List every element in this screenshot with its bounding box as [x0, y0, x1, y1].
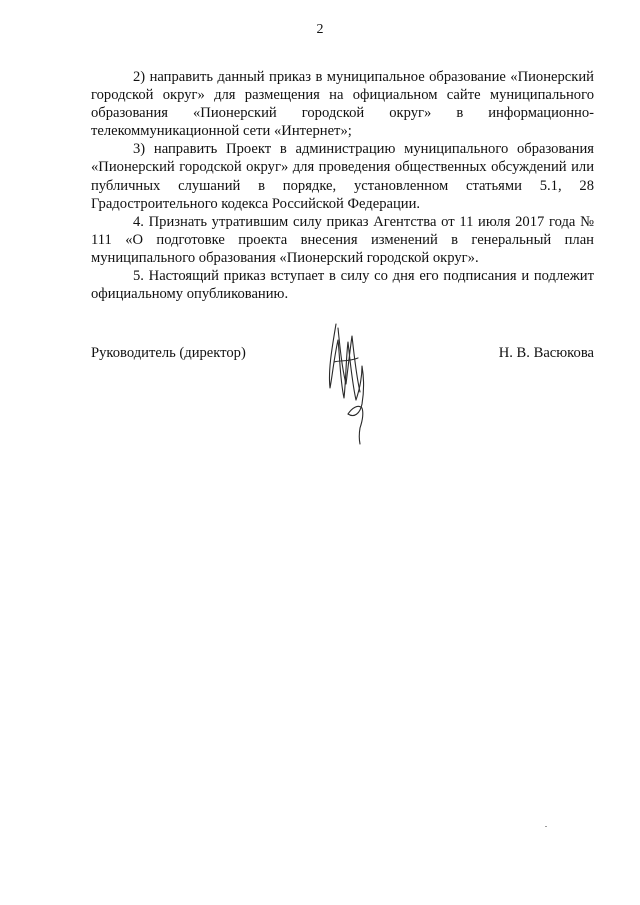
- paragraph-clause-4: 4. Признать утратившим силу приказ Агентства от 11 июля 2017 года № 111 «О подготовке проекта внесения изменений в генеральный план муниципального образования «Пионерский городской округ».: [91, 213, 594, 266]
- document-body: [91, 68, 594, 303]
- paragraph-item-2: 2) направить данный приказ в муниципальное образование «Пионерский городской округ» для размещения на официальном сайте муниципального образования «Пионерский городской округ» в информационно-телекоммуникационной сети «Интернет»;: [91, 69, 594, 140]
- scan-speck: [545, 826, 547, 827]
- page-number: 2: [316, 22, 324, 37]
- handwritten-signature-icon: [318, 318, 378, 446]
- paragraph-item-3: 3) направить Проект в администрацию муниципального образования «Пионерский городской округ» для проведения общественных обсуждений или публичных слушаний в порядке, установленном статьями 5.1, 28 Градостроительного кодекса Российской Федерации.: [91, 141, 594, 212]
- signatory-name: Н. В. Васюкова: [498, 345, 594, 361]
- paragraph-clause-5: 5. Настоящий приказ вступает в силу со дня его подписания и подлежит официальному опубликованию.: [91, 268, 594, 303]
- signatory-position: Руководитель (директор): [91, 345, 246, 361]
